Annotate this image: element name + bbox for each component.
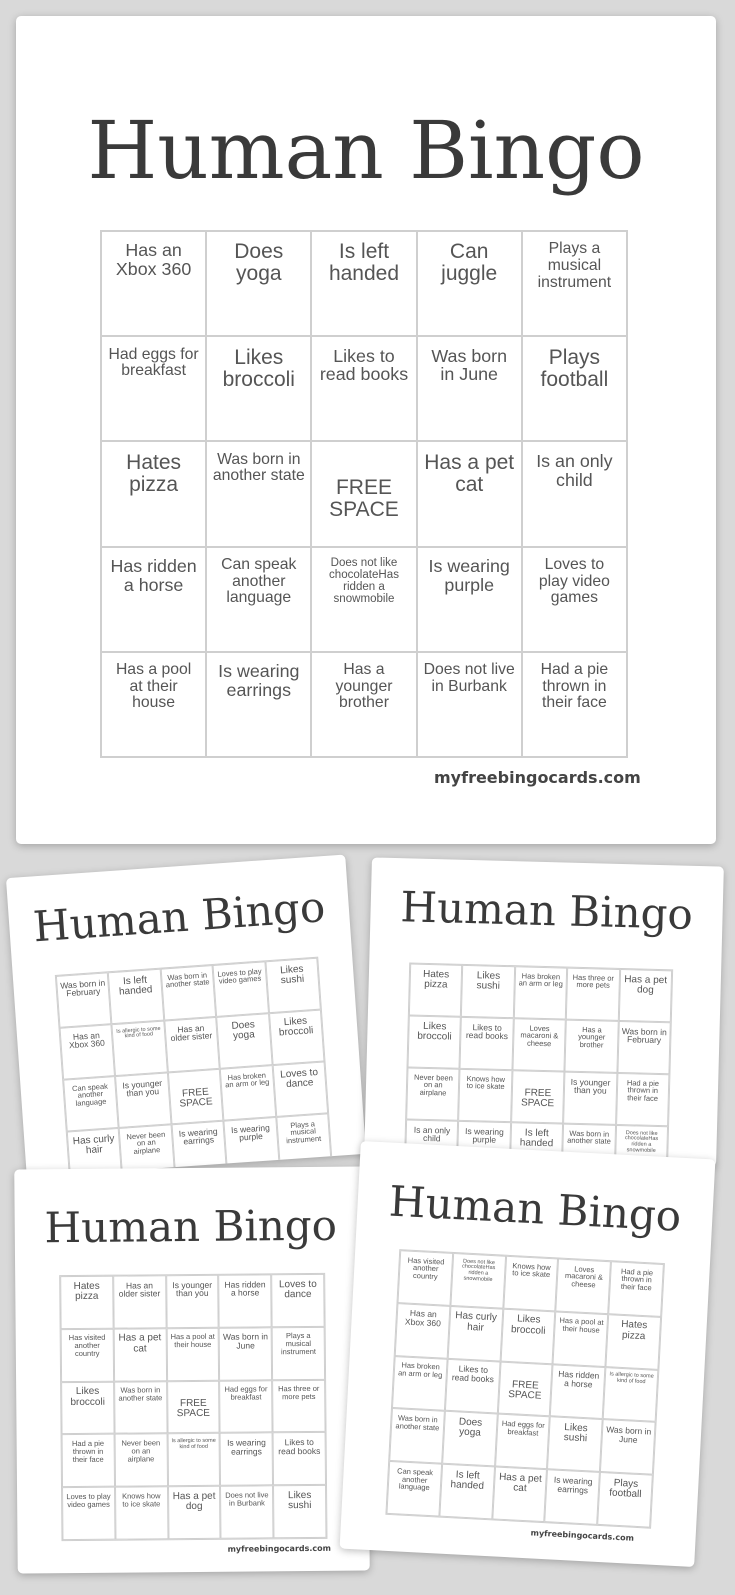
bingo-cell — [522, 441, 627, 546]
top-right-bingo-card — [364, 857, 724, 1166]
bingo-cell — [63, 1076, 119, 1132]
bingo-cell — [503, 1256, 558, 1311]
bingo-cell — [597, 1472, 652, 1527]
bingo-cell-text: Can speak another language — [221, 556, 297, 607]
bingo-cell — [565, 1020, 619, 1073]
bingo-cell — [166, 1275, 219, 1328]
bingo-cell — [442, 1411, 497, 1466]
bingo-cell — [417, 336, 522, 441]
bingo-cell-text: FREE SPACE — [329, 475, 399, 521]
bingo-cell-text: Has an Xbox 360 — [68, 1029, 106, 1051]
bingo-cell-text: Likes to read books — [451, 1363, 495, 1385]
bingo-cell — [113, 1328, 166, 1381]
bingo-cell-text: Has broken an arm or leg — [518, 970, 563, 989]
bingo-cell-text: Knows how to ice skate — [122, 1490, 161, 1509]
bingo-cell — [164, 1017, 220, 1073]
bingo-cell-text: Has curly hair — [72, 1132, 115, 1157]
bingo-cell-text: Likes sushi — [563, 1421, 588, 1445]
free-space-cell — [168, 1069, 224, 1125]
bingo-cell — [269, 1010, 325, 1066]
bingo-cell — [439, 1464, 494, 1519]
bingo-cell — [56, 972, 112, 1028]
bingo-cell — [603, 1367, 658, 1422]
bottom-left-card-grid — [59, 1273, 327, 1541]
bingo-cell — [311, 652, 416, 757]
bingo-cell — [273, 1432, 326, 1485]
bingo-cell-text: Likes broccoli — [278, 1015, 314, 1039]
bingo-cell — [522, 652, 627, 757]
bingo-cell-text: Was born in another state — [118, 1385, 163, 1403]
bingo-cell-text: Is wearing earrings — [218, 661, 300, 700]
bingo-cell — [616, 1073, 670, 1126]
main-card-title: Human Bingo — [87, 104, 645, 197]
bingo-cell — [547, 1417, 602, 1472]
bingo-cell-text: Was born in another state — [212, 450, 305, 485]
bingo-cell-text: Can speak another language — [71, 1081, 109, 1109]
free-space-cell — [511, 1070, 565, 1123]
bingo-cell — [445, 1358, 500, 1413]
bingo-cell-text: Is left handed — [519, 1127, 554, 1150]
bingo-cell — [206, 336, 311, 441]
bingo-cell-text: Has a pool at their house — [559, 1315, 604, 1335]
bingo-cell — [272, 1379, 325, 1432]
bingo-cell — [61, 1381, 114, 1434]
bingo-cell — [220, 1065, 276, 1121]
bingo-cell — [522, 547, 627, 652]
bingo-cell — [206, 231, 311, 336]
bingo-cell-text: Likes broccoli — [222, 345, 295, 391]
bingo-cell-text: Has a pet dog — [172, 1490, 216, 1513]
bingo-cell-text: Has a pet cat — [498, 1471, 543, 1495]
bingo-cell-text: Knows how to ice skate — [466, 1073, 506, 1092]
bingo-cell — [514, 966, 568, 1019]
bingo-cell-text: Likes sushi — [476, 969, 501, 992]
bottom-right-card-title: Human Bingo — [387, 1176, 683, 1241]
bingo-cell-text: Has a pool at their house — [115, 661, 192, 712]
main-card-grid — [100, 230, 628, 758]
bingo-cell — [417, 547, 522, 652]
bingo-cell — [224, 1117, 280, 1173]
bingo-cell — [206, 441, 311, 546]
bingo-cell — [271, 1274, 324, 1327]
bingo-cell — [206, 547, 311, 652]
bingo-cell — [113, 1275, 166, 1328]
bingo-cell-text: Had eggs for breakfast — [501, 1418, 545, 1438]
bingo-cell-text: Hates pizza — [620, 1319, 648, 1342]
bingo-cell-text: Does yoga — [458, 1416, 483, 1440]
bingo-cell-text: Has broken an arm or leg — [397, 1360, 443, 1380]
bingo-cell-text: Is younger than you — [122, 1077, 163, 1099]
bingo-cell — [216, 1013, 272, 1069]
bingo-cell-text: Has a pet dog — [624, 973, 668, 996]
bingo-cell — [101, 441, 206, 546]
bingo-cell-text: Had eggs for breakfast — [108, 345, 199, 380]
bingo-cell-text: Never been on an airplane — [126, 1129, 166, 1157]
bingo-cell-text: Has curly hair — [454, 1310, 498, 1334]
bingo-cell — [417, 231, 522, 336]
bingo-cell — [397, 1250, 452, 1305]
bingo-cell-text: Loves to dance — [278, 1278, 317, 1301]
top-left-card-grid — [55, 957, 333, 1178]
bingo-cell-text: Does not live in Burbank — [423, 661, 515, 695]
bingo-cell — [60, 1276, 113, 1329]
bingo-cell — [168, 1486, 221, 1539]
bingo-cell-text: Has three or more pets — [572, 972, 615, 991]
bingo-cell-text: Loves macaroni & cheese — [564, 1263, 604, 1290]
bingo-cell — [600, 1419, 655, 1474]
bingo-cell — [460, 1017, 514, 1070]
bingo-cell-text: Is wearing purple — [464, 1125, 504, 1146]
main-card-website: myfreebingocards.com — [434, 768, 641, 787]
bingo-cell-text: Has broken an arm or leg — [224, 1070, 270, 1090]
bingo-cell-text: Loves macaroni & cheese — [520, 1023, 559, 1049]
bingo-cell-text: Is allergic to some kind of food — [171, 1437, 216, 1450]
bingo-cell — [563, 1072, 617, 1125]
bingo-cell-text: Is wearing earrings — [226, 1437, 266, 1457]
bingo-cell-text: Likes broccoli — [417, 1020, 452, 1043]
bingo-cell — [522, 336, 627, 441]
bingo-cell-text: Never been on an airplane — [121, 1438, 161, 1464]
bingo-cell-text: Likes to read books — [319, 345, 409, 385]
bottom-left-bingo-card — [14, 1166, 370, 1573]
bingo-cell — [276, 1113, 332, 1169]
bingo-cell-text: Has a younger brother — [578, 1024, 606, 1050]
bingo-cell-text: Loves to play video games — [66, 1491, 111, 1509]
bingo-cell — [115, 1072, 171, 1128]
bingo-cell — [220, 1485, 273, 1538]
bingo-cell — [417, 652, 522, 757]
bingo-cell — [417, 441, 522, 546]
bingo-cell-text: Was born in February — [621, 1025, 667, 1046]
bingo-cell-text: Is an only child — [413, 1124, 451, 1144]
bingo-cell — [512, 1018, 566, 1071]
bingo-cell-text: Is wearing earrings — [178, 1125, 218, 1147]
bingo-cell — [114, 1381, 167, 1434]
bingo-cell — [272, 1327, 325, 1380]
bingo-cell-text: Has an older sister — [118, 1279, 161, 1300]
bingo-cell-text: Has visited another country — [68, 1333, 106, 1359]
bingo-cell-text: Is allergic to some kind of food — [116, 1025, 161, 1040]
bingo-cell-text: Had a pie thrown in their face — [71, 1438, 105, 1464]
bingo-cell — [545, 1469, 600, 1524]
bingo-cell-text: Has ridden a horse — [557, 1368, 600, 1390]
bottom-right-card-grid — [385, 1249, 665, 1529]
bingo-cell-text: Is left handed — [118, 974, 153, 998]
bingo-cell-text: Had a pie thrown in their face — [626, 1077, 660, 1104]
bingo-cell-text: Hates pizza — [422, 968, 450, 991]
bingo-cell-text: Does not like chocolateHas ridden a snowmobile — [624, 1129, 659, 1154]
free-space-cell — [497, 1361, 552, 1416]
bingo-cell-text: Loves to dance — [279, 1066, 319, 1091]
bingo-cell — [160, 965, 216, 1021]
bingo-cell-text: Is younger than you — [172, 1279, 213, 1299]
bingo-cell — [219, 1327, 272, 1380]
bingo-cell-text: Was born in another state — [567, 1128, 612, 1147]
bingo-cell-text: Has ridden a horse — [224, 1278, 266, 1299]
bingo-cell-text: Hates pizza — [73, 1280, 100, 1303]
bingo-cell — [500, 1308, 555, 1363]
bingo-cell — [608, 1261, 663, 1316]
main-bingo-card — [16, 16, 716, 844]
bingo-cell-text: Is an only child — [536, 450, 613, 490]
bingo-cell — [566, 968, 620, 1021]
bingo-cell-text: Was born in June — [431, 345, 508, 385]
bingo-cell-text: Has visited another country — [407, 1255, 445, 1282]
bottom-right-card-website: myfreebingocards.com — [530, 1528, 635, 1543]
bingo-cell — [115, 1486, 168, 1539]
bottom-right-bingo-card — [340, 1141, 716, 1567]
bingo-cell-text: Does not live in Burbank — [225, 1490, 269, 1508]
bingo-cell-text: Plays a musical instrument — [280, 1331, 316, 1357]
bingo-cell — [61, 1328, 114, 1381]
bingo-cell-text: Likes broccoli — [70, 1385, 105, 1408]
bingo-cell-text: Likes sushi — [287, 1489, 312, 1512]
bingo-cell-text: Likes sushi — [279, 963, 305, 987]
bingo-cell-text: FREE SPACE — [520, 1087, 555, 1110]
bingo-cell-text: Never been on an airplane — [413, 1072, 453, 1098]
bottom-left-card-website: myfreebingocards.com — [227, 1543, 332, 1554]
bingo-cell-text: Plays a musical instrument — [537, 240, 612, 291]
bingo-cell-text: Has an Xbox 360 — [404, 1308, 442, 1329]
bingo-cell-text: Has a pool at their house — [170, 1332, 215, 1350]
top-left-card-title: Human Bingo — [31, 882, 327, 952]
bottom-left-card-title: Human Bingo — [44, 1200, 338, 1253]
bingo-cell — [219, 1274, 272, 1327]
bingo-cell-text: Has an older sister — [170, 1022, 213, 1044]
bingo-cell — [606, 1314, 661, 1369]
bingo-cell-text: Is wearing purple — [428, 556, 510, 595]
bingo-cell-text: Plays football — [608, 1477, 642, 1501]
bingo-cell-text: Knows how to ice skate — [512, 1260, 551, 1280]
bingo-cell — [311, 547, 416, 652]
bingo-cell-text: Can juggle — [441, 240, 498, 286]
bingo-cell — [272, 1061, 328, 1117]
bingo-cell-text: Plays football — [540, 345, 609, 391]
bingo-cell-text: Has a pet cat — [118, 1332, 162, 1355]
bingo-cell-text: Was born in another state — [395, 1413, 440, 1433]
bingo-cell — [409, 963, 463, 1016]
bingo-cell-text: Has an Xbox 360 — [115, 240, 192, 280]
bingo-cell — [389, 1408, 444, 1463]
bingo-cell — [618, 969, 672, 1022]
bingo-cell — [450, 1253, 505, 1308]
bingo-cell — [213, 961, 269, 1017]
bingo-cell — [101, 547, 206, 652]
bingo-cell-text: FREE SPACE — [176, 1397, 211, 1420]
bingo-cell — [311, 336, 416, 441]
bingo-cell-text: Can speak another language — [396, 1466, 434, 1493]
bingo-cell-text: Was born in another state — [165, 969, 210, 990]
bingo-cell — [522, 231, 627, 336]
bingo-cell-text: Hates pizza — [126, 450, 182, 496]
bingo-cell — [101, 652, 206, 757]
bingo-cell — [395, 1303, 450, 1358]
bingo-cell-text: Does not like chocolateHas ridden a snowmobile — [329, 557, 399, 606]
bingo-cell-text: Has a pet cat — [424, 450, 515, 496]
top-right-card-grid — [404, 962, 673, 1166]
bingo-cell — [461, 965, 515, 1018]
bingo-cell-text: Was born in February — [59, 977, 106, 999]
bingo-cell — [112, 1021, 168, 1077]
bingo-cell-text: Is wearing purple — [230, 1121, 271, 1143]
bingo-cell — [406, 1067, 460, 1120]
bingo-cell-text: FREE SPACE — [179, 1086, 214, 1110]
bingo-cell-text: Is wearing earrings — [553, 1474, 593, 1495]
bingo-cell — [392, 1356, 447, 1411]
bingo-cell — [265, 958, 321, 1014]
bingo-cell — [495, 1414, 550, 1469]
free-space-cell — [167, 1380, 220, 1433]
bingo-cell — [408, 1015, 462, 1068]
bingo-cell — [206, 652, 311, 757]
bingo-cell-text: Is allergic to some kind of food — [609, 1371, 654, 1386]
bingo-cell — [166, 1328, 219, 1381]
bingo-cell-text: Does not like chocolateHas ridden a snowmobile — [461, 1258, 496, 1283]
bingo-cell-text: Had a pie thrown in their face — [540, 661, 609, 712]
bingo-cell-text: Likes to read books — [465, 1021, 509, 1042]
bingo-cell-text: Is left handed — [450, 1469, 485, 1493]
bingo-cell — [550, 1364, 605, 1419]
bingo-cell-text: Was born in June — [605, 1424, 652, 1445]
bingo-cell — [447, 1306, 502, 1361]
bingo-cell — [492, 1467, 547, 1522]
bingo-cell-text: Had eggs for breakfast — [224, 1384, 268, 1402]
bingo-cell — [617, 1021, 671, 1074]
bingo-cell — [62, 1434, 115, 1487]
top-left-bingo-card — [6, 855, 366, 1178]
bingo-cell — [62, 1487, 115, 1540]
bingo-cell — [386, 1461, 441, 1516]
bingo-cell-text: Is left handed — [328, 240, 400, 286]
bingo-cell-text: Had a pie thrown in their face — [620, 1266, 654, 1293]
bingo-cell — [553, 1311, 608, 1366]
bingo-cell — [220, 1433, 273, 1486]
bingo-cell — [60, 1024, 116, 1080]
free-space-cell — [311, 441, 416, 546]
bingo-cell-text: Has ridden a horse — [110, 556, 197, 595]
bingo-cell-text: Has three or more pets — [278, 1383, 320, 1402]
top-right-card-title: Human Bingo — [399, 882, 694, 939]
bingo-cell — [167, 1433, 220, 1486]
bingo-cell-text: Loves to play video games — [217, 966, 262, 986]
bingo-cell-text: Does yoga — [234, 240, 284, 286]
bingo-cell — [108, 969, 164, 1025]
bingo-cell — [219, 1380, 272, 1433]
bingo-cell — [101, 336, 206, 441]
bingo-cell — [556, 1258, 611, 1313]
bingo-cell — [101, 231, 206, 336]
bingo-cell-text: Likes to read books — [278, 1436, 321, 1457]
bingo-cell-text: Was born in June — [222, 1331, 269, 1351]
bingo-cell-text: Plays a musical instrument — [285, 1118, 322, 1146]
bingo-cell-text: FREE SPACE — [507, 1378, 542, 1403]
bingo-cell-text: Likes broccoli — [510, 1313, 546, 1337]
bingo-cell-text: Loves to play video games — [538, 556, 610, 607]
bingo-cell — [459, 1069, 513, 1122]
bingo-cell-text: Has a younger brother — [335, 661, 393, 712]
bingo-cell — [114, 1434, 167, 1487]
bingo-cell-text: Does yoga — [231, 1018, 256, 1042]
bingo-cell — [273, 1485, 326, 1538]
bingo-cell — [311, 231, 416, 336]
bingo-cell-text: Is younger than you — [570, 1076, 611, 1097]
